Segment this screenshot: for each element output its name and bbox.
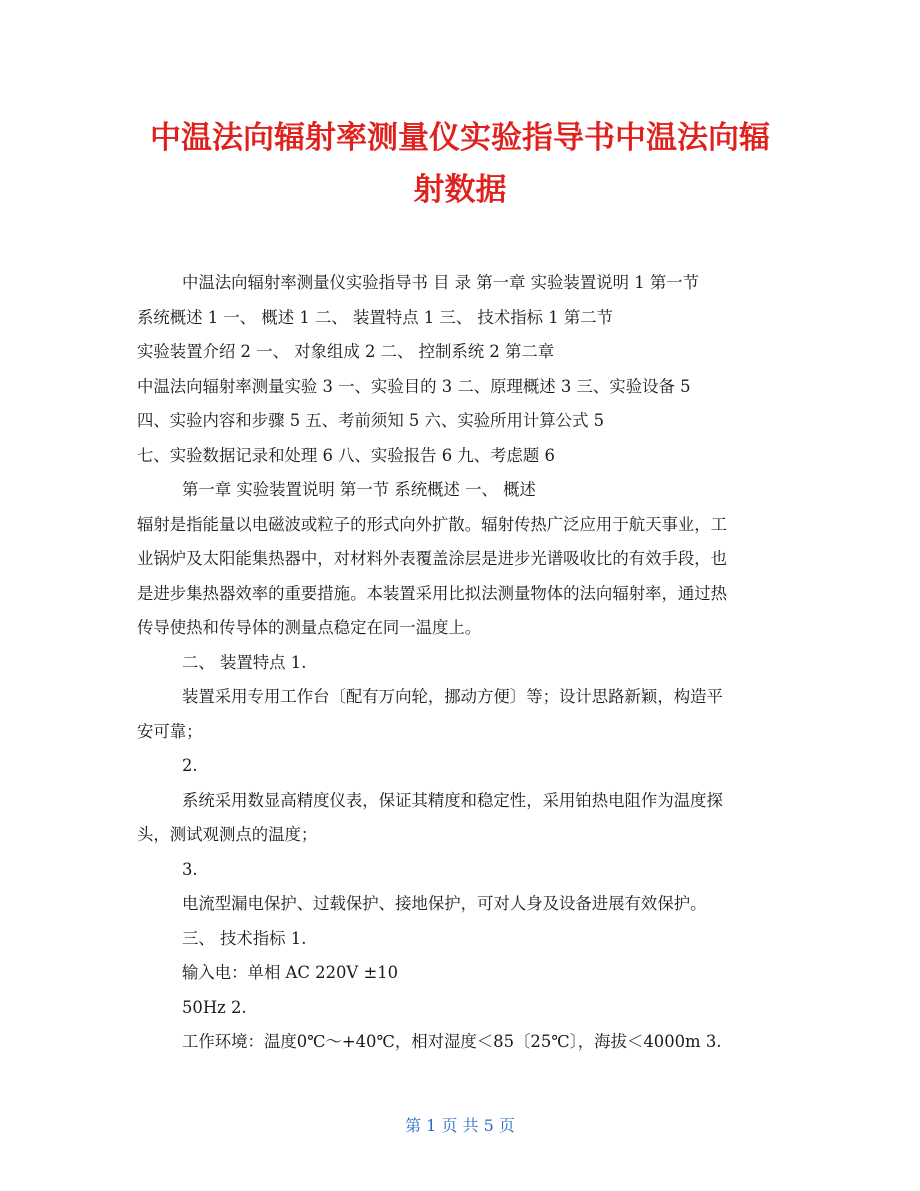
title-line-1: 中温法向辐射率测量仪实验指导书中温法向辐 (150, 120, 770, 156)
paragraph-line: 辐射是指能量以电磁波或粒子的形式向外扩散。辐射传热广泛应用于航天事业，工 (137, 514, 728, 534)
toc-line: 中温法向辐射率测量实验 3 一、实验目的 3 二、原理概述 3 三、实验设备 5 (137, 376, 691, 396)
toc-line: 实验装置介绍 2 一、 对象组成 2 二、 控制系统 2 第二章 (137, 342, 555, 361)
spec-line: 50Hz 2. (182, 997, 247, 1017)
paragraph-line: 装置采用专用工作台〔配有万向轮，挪动方便〕等；设计思路新颖，构造平 (182, 687, 723, 706)
title-line-2: 射数据 (413, 172, 507, 208)
document-title (110, 112, 810, 216)
paragraph-line: 是进步集热器效率的重要措施。本装置采用比拟法测量物体的法向辐射率，通过热 (137, 583, 728, 603)
section-heading: 二、 装置特点 1. (182, 652, 307, 672)
toc-line: 四、实验内容和步骤 5 五、考前须知 5 六、实验所用计算公式 5 (137, 411, 605, 430)
spec-line: 工作环境：温度0℃～+40℃，相对湿度＜85〔25℃〕，海拔＜4000m 3. (182, 1032, 722, 1051)
paragraph-line: 安可靠； (137, 721, 203, 741)
paragraph-line: 业锅炉及太阳能集热器中，对材料外表覆盖涂层是进步光谱吸收比的有效手段，也 (137, 549, 728, 568)
toc-line: 中温法向辐射率测量仪实验指导书 目 录 第一章 实验装置说明 1 第一节 (182, 273, 700, 292)
paragraph-line: 电流型漏电保护、过载保护、接地保护，可对人身及设备进展有效保护。 (182, 894, 707, 913)
toc-line: 系统概述 1 一、 概述 1 二、 装置特点 1 三、 技术指标 1 第二节 (137, 307, 614, 327)
paragraph-line: 传导使热和传导体的测量点稳定在同一温度上。 (137, 618, 482, 637)
list-number: 2. (182, 756, 198, 775)
toc-line: 七、实验数据记录和处理 6 八、实验报告 6 九、考虑题 6 (137, 445, 555, 465)
list-number: 3. (182, 859, 198, 879)
spec-line: 输入电：单相 AC 220V ±10 (182, 963, 399, 982)
section-heading: 第一章 实验装置说明 第一节 系统概述 一、 概述 (182, 480, 536, 499)
document-body (137, 266, 787, 1060)
paragraph-line: 系统采用数显高精度仪表，保证其精度和稳定性，采用铂热电阻作为温度探 (182, 790, 723, 810)
paragraph-line: 头，测试观测点的温度； (137, 825, 318, 844)
page-number-footer: 第 1 页 共 5 页 (405, 1116, 515, 1135)
section-heading: 三、 技术指标 1. (182, 928, 307, 948)
